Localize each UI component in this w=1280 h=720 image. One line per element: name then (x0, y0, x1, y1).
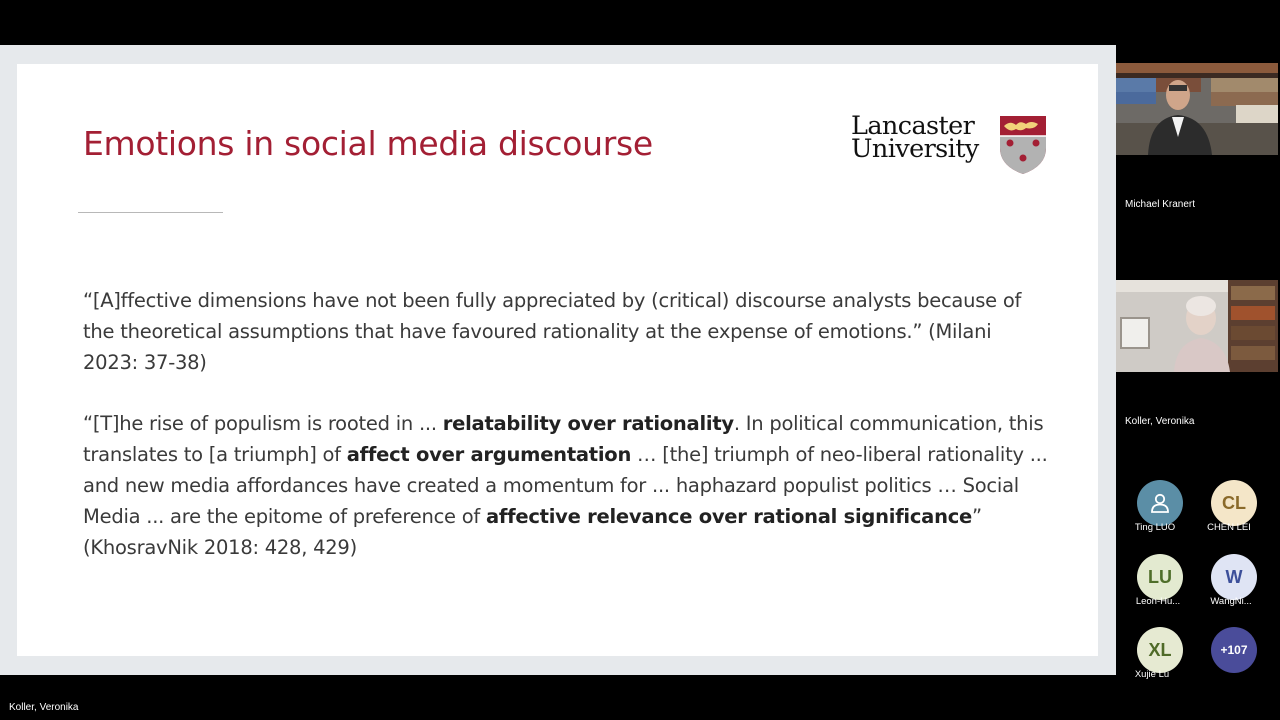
quote-milani: “[A]ffective dimensions have not been fully appreciated by (critical) discourse analysts because of the theoretical assumptions that have favoured rationality at the expense of emotions.” (Milani 2023: 37-38) (83, 289, 1022, 374)
quote-text: ” (KhosravNik 2018: 428, 429) (83, 505, 982, 559)
participant-avatar-leon[interactable]: LU (1137, 554, 1183, 600)
active-speaker-label: Koller, Veronika (9, 702, 79, 713)
participant-avatar-chen[interactable]: CL (1211, 480, 1257, 526)
video-feed-image (1116, 63, 1278, 155)
participant-label: CHEN LEI (1207, 522, 1251, 533)
participant-label: Leon-Hu... (1135, 596, 1181, 607)
person-icon (1149, 492, 1171, 514)
quote-emphasis: affect over argumentation (346, 443, 632, 466)
quote-khosravnik (83, 408, 1058, 563)
participant-label: Ting LUO (1134, 522, 1176, 533)
presentation-slide (17, 64, 1098, 656)
participant-label: WangNi... (1210, 596, 1252, 607)
quote-emphasis: affective relevance over rational significance (485, 505, 973, 528)
quote-text: . In political communication, this translates to [a triumph] of (83, 412, 1044, 466)
participant-avatar-wang[interactable]: W (1211, 554, 1257, 600)
slide-title: Emotions in social media discourse (83, 124, 653, 163)
lancaster-university-logo (851, 111, 1051, 177)
participant-avatar-xujie[interactable]: XL (1137, 627, 1183, 673)
participant-video-michael[interactable] (1116, 63, 1278, 155)
title-divider (78, 212, 223, 213)
quote-text: “[T]he rise of populism is rooted in ... (83, 412, 443, 435)
participant-name: Koller, Veronika (1125, 416, 1195, 427)
quote-emphasis: relatability over rationality (442, 412, 734, 435)
logo-line-2: University (851, 134, 979, 164)
university-shield-icon (998, 114, 1048, 176)
participant-label: Xujie Lu (1134, 669, 1170, 680)
participant-avatar-ting[interactable] (1137, 480, 1183, 526)
shared-screen (0, 45, 1116, 675)
video-feed-image (1116, 280, 1278, 372)
participant-video-veronika[interactable] (1116, 280, 1278, 372)
quote-text: … [the] triumph of neo-liberal rationality ... and new media affordances have created a momentum for ... haphazard populist politics … Social Media ... are the epitome of preference of (83, 443, 1048, 528)
more-participants-button[interactable]: +107 (1211, 627, 1257, 673)
participant-name: Michael Kranert (1125, 199, 1196, 210)
logo-line-1: Lancaster (851, 111, 975, 141)
